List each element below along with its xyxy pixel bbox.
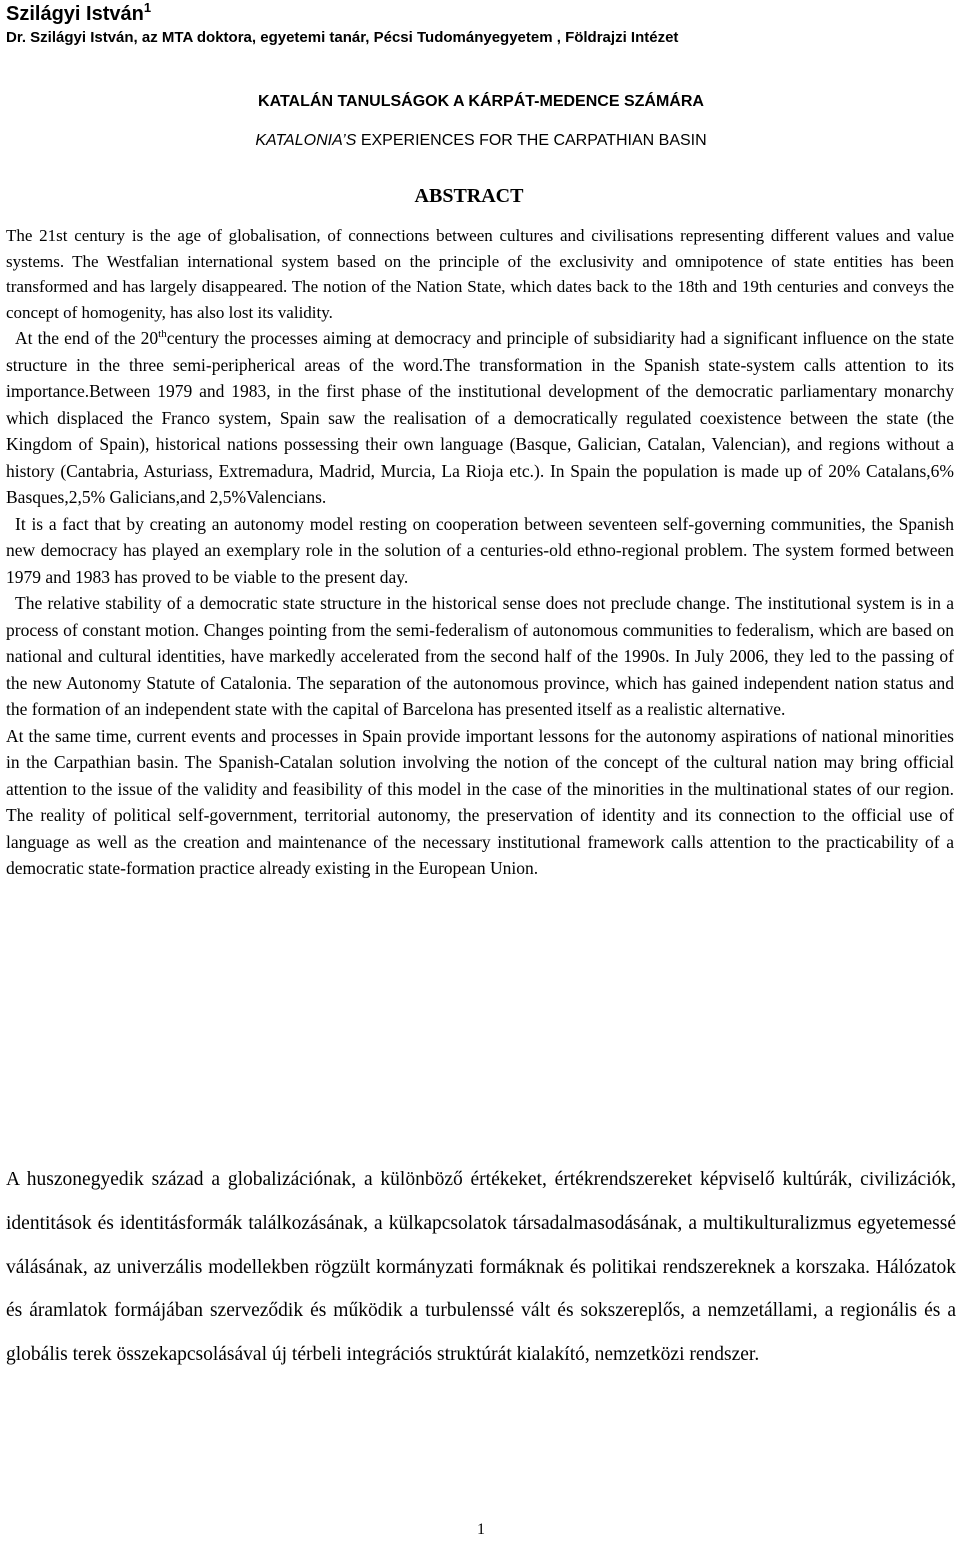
author-name-text: Szilágyi István bbox=[6, 3, 144, 25]
title-hungarian: KATALÁN TANULSÁGOK A KÁRPÁT-MEDENCE SZÁMÁRA bbox=[258, 93, 704, 110]
author-affiliation: Dr. Szilágyi István, az MTA doktora, egyetemi tanár, Pécsi Tudományegyetem , Földrajzi Intézet bbox=[6, 29, 679, 46]
abstract-paragraph-2-rest: century the processes aiming at democracy and principle of subsidiarity had a significant influence on the state structure in the three semi-peripherical areas of the word.The transformation in the Spanish state-system calls attention to its importance.Between 1979 and 1983, in the first phase of the institutional development of the democratic parliamentary monarchy which displaced the Franco system, Spain saw the realisation of a democratically regulated coexistence between the state (the Kingdom of Spain), historical nations possessing their own language (Basque, Galician, Catalan, Valencian), and regions without a history (Cantabria, Asturiass, Extremadura, Madrid, Murcia, La Rioja etc.). In Spain the population is made up of 20% Catalans,6% Basques,2,5% Galicians,and 2,5%Valencians. bbox=[6, 328, 954, 507]
abstract-paragraph-4: The relative stability of a democratic state structure in the historical sense does not preclude change. The institutional system is in a process of constant motion. Changes pointing from the semi-federalism of autonomous communities to federalism, which are based on national and cultural identities, have markedly accelerated from the second half of the 1990s. In July 2006, they led to the passing of the new Autonomy Statute of Catalonia. The separation of the autonomous province, which has gained independent nation status and the formation of an independent state with the capital of Barcelona has presented itself as a realistic alternative. bbox=[6, 593, 954, 719]
abstract-paragraph-2 bbox=[6, 325, 954, 511]
hungarian-body bbox=[6, 1158, 956, 1377]
author-name bbox=[6, 2, 151, 26]
abstract-paragraph-3: It is a fact that by creating an autonomy model resting on cooperation between seventeen self-governing communities, the Spanish new democracy has played an exemplary role in the solution of a centuries-old ethno-regional problem. The system formed between 1979 and 1983 has proved to be viable to the present day. bbox=[6, 513, 954, 587]
footnote-mark[interactable]: 1 bbox=[143, 0, 152, 15]
abstract-paragraph-1: The 21st century is the age of globalisation, of connections between cultures and civilisations representing different values and value systems. The Westfalian international system based on the principle of the exclusivity and omnipotence of state entities has been transformed and has largely disappeared. The notion of the Nation State, which dates back to the 18th and 19th centuries and conveys the concept of homogenity, has also lost its validity. bbox=[6, 226, 954, 322]
title-english-rest: EXPERIENCES FOR THE CARPATHIAN BASIN bbox=[356, 132, 707, 149]
title-english-italic: KATALONIA’S bbox=[255, 132, 357, 149]
abstract-heading: ABSTRACT bbox=[414, 185, 524, 207]
abstract-paragraph-2-start: At the end of the 20 bbox=[15, 328, 159, 348]
ordinal-superscript: th bbox=[158, 328, 167, 340]
title-english bbox=[6, 131, 956, 151]
page-number: 1 bbox=[477, 1521, 485, 1538]
abstract-paragraph-5: At the same time, current events and processes in Spain provide important lessons for the autonomy aspirations of national minorities in the Carpathian basin. The Spanish-Catalan solution involving the notion of the concept of the cultural nation may bring official attention to the issue of the validity and feasibility of this model in the case of the minorities in the multinational states of our region. The reality of political self-government, territorial autonomy, the preservation of identity and its connection to the official use of language as well as the creation and maintenance of the necessary institutional framework calls attention to the practicability of a democratic state-formation practice already existing in the European Union. bbox=[6, 725, 954, 878]
hungarian-paragraph: A huszonegyedik század a globalizációnak, a különböző értékeket, értékrendszereket képviselő kultúrák, civilizációk, identitások és identitásformák találkozásának, a külkapcsolatok társadalmasodásának, a multikulturalizmus egyetemessé válásának, az univerzális modellekben rögzült kormányzati formáknak és politikai rendszereknek a korszaka. Hálózatok és áramlatok formájában szerveződik és működik a turbulenssé vált és sokszereplős, a nemzetállami, a regionális és a globális terek összekapcsolásával új térbeli integrációs struktúrát kialakító, nemzetközi rendszer. bbox=[6, 1169, 956, 1366]
abstract-body bbox=[6, 223, 954, 882]
